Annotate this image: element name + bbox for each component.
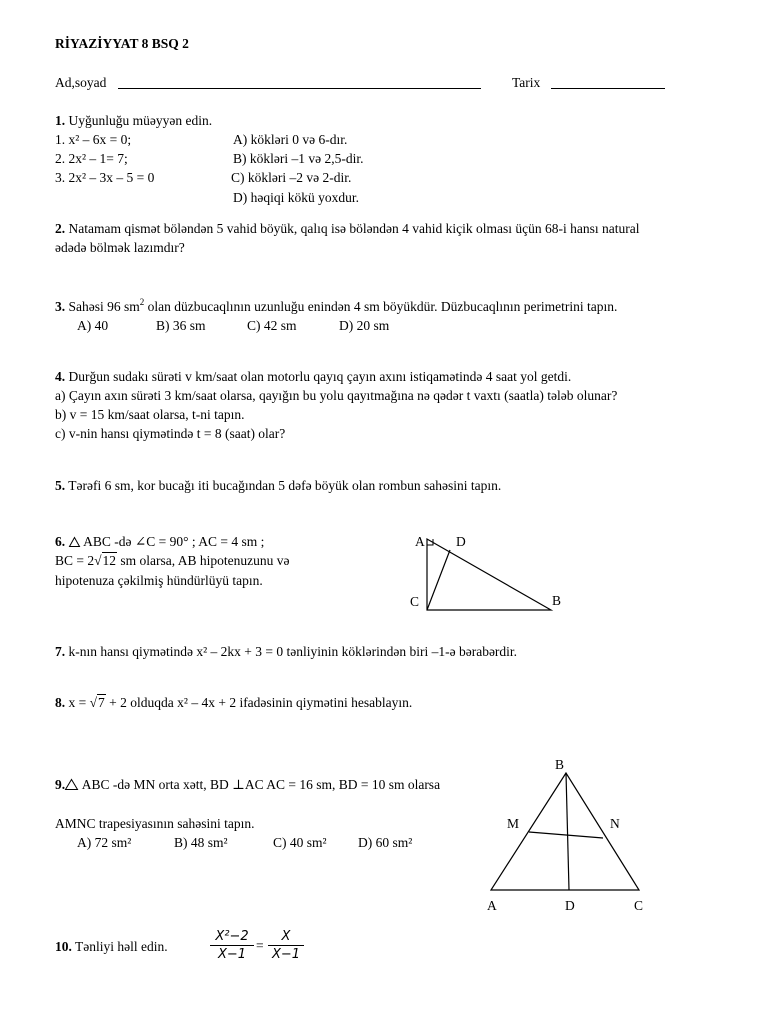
q3-option-c: C) 42 sm bbox=[247, 318, 297, 333]
q2-line1: 2. Natamam qismət böləndən 5 vahid böyük, qalıq isə böləndən 4 vahid kiçik olması üçün 68-i hansı natural bbox=[55, 221, 640, 236]
q6-line3: hipotenuza çəkilmiş hündürlüyü tapın. bbox=[55, 573, 263, 588]
q1-eq3: 3. 2x² – 3x – 5 = 0 bbox=[55, 170, 155, 185]
q4-line3: b) v = 15 km/saat olarsa, t-ni tapın. bbox=[55, 407, 245, 422]
label-a: A bbox=[487, 898, 497, 913]
date-label: Tarix bbox=[512, 75, 541, 90]
q4-line2: a) Çayın axın sürəti 3 km/saat olarsa, qayığın bu yolu qayıtmağına nə qədər t vaxtı (saatla) tələb olunar? bbox=[55, 388, 618, 403]
label-m: M bbox=[507, 816, 520, 831]
sqrt-symbol: √12 bbox=[94, 553, 117, 568]
q9-option-a: A) 72 sm² bbox=[77, 835, 132, 850]
q3-text: 3. Sahəsi 96 $sm^2$ olan düzbucaqlının uzunluğu enindən 4 sm böyükdür. Düzbucaqlının perimetrini tapın. bbox=[55, 296, 618, 314]
q1-prompt: 1. Uyğunluğu müəyyən edin. bbox=[55, 113, 213, 128]
label-b: B bbox=[552, 593, 562, 608]
q9-line1: 9. ABC -də MN orta xətt, BD ⊥AC AC = 16 sm, BD = 10 sm olarsa bbox=[55, 777, 441, 792]
q8-text: 8. x = √7 + 2 olduqda x² – 4x + 2 ifadəsinin qiymətini hesablayın. bbox=[55, 695, 413, 710]
q9-option-d: D) 60 sm² bbox=[358, 835, 413, 850]
q7-text: 7. k-nın hansı qiymətində x² – 2kx + 3 = 0 tənliyinin köklərindən biri –1-ə bərabərdir. bbox=[55, 644, 518, 659]
q4-line1: 4. Durğun sudakı sürəti v km/saat olan motorlu qayıq çayın axını istiqamətində 4 saat yol getdi. bbox=[55, 369, 572, 384]
q1-option-c: C) kökləri –2 və 2-dir. bbox=[231, 170, 352, 185]
q3-option-d: D) 20 sm bbox=[339, 318, 390, 333]
label-c: C bbox=[410, 594, 420, 609]
label-b: B bbox=[555, 757, 565, 772]
q4-line4: c) v-nin hansı qiymətində t = 8 (saat) olar? bbox=[55, 426, 286, 441]
q9-option-c: C) 40 sm² bbox=[273, 835, 327, 850]
q1-option-a: A) kökləri 0 və 6-dır. bbox=[233, 132, 348, 147]
q2-line2: ədədə bölmək lazımdır? bbox=[55, 240, 185, 255]
q6-line2: BC = 2√12 sm olarsa, AB hipotenuzunu və bbox=[55, 553, 290, 568]
q5-text: 5. Tərəfi 6 sm, kor bucağı iti bucağından 5 dəfə böyük olan rombun sahəsini tapın. bbox=[55, 478, 502, 493]
name-label: Ad,soyad bbox=[55, 75, 107, 90]
q9-line2: AMNC trapesiyasının sahəsini tapın. bbox=[55, 816, 255, 831]
q3-option-b: B) 36 sm bbox=[156, 318, 206, 333]
label-a: A bbox=[415, 534, 425, 549]
page-title: RİYAZİYYAT 8 BSQ 2 bbox=[55, 36, 189, 51]
label-d: D bbox=[565, 898, 575, 913]
sqrt-symbol: √7 bbox=[89, 695, 105, 710]
lhs-fraction: X²−2 X−1 bbox=[210, 928, 254, 963]
equals-sign: = bbox=[256, 938, 264, 953]
q6-line1: 6. ABC -də ∠C = 90° ; AC = 4 sm ; bbox=[55, 534, 265, 549]
label-c: C bbox=[634, 898, 644, 913]
rhs-fraction: X X−1 bbox=[268, 928, 304, 963]
label-n: N bbox=[610, 816, 620, 831]
q1-eq2: 2. 2x² – 1= 7; bbox=[55, 151, 128, 166]
q10-text: 10. Tənliyi həll edin. bbox=[55, 939, 168, 954]
label-d: D bbox=[456, 534, 466, 549]
q1-option-b: B) kökləri –1 və 2,5-dir. bbox=[233, 151, 364, 166]
q1-eq1: 1. x² – 6x = 0; bbox=[55, 132, 132, 147]
q9-option-b: B) 48 sm² bbox=[174, 835, 228, 850]
q3-option-a: A) 40 bbox=[77, 318, 109, 333]
q1-option-d: D) həqiqi kökü yoxdur. bbox=[233, 190, 359, 205]
